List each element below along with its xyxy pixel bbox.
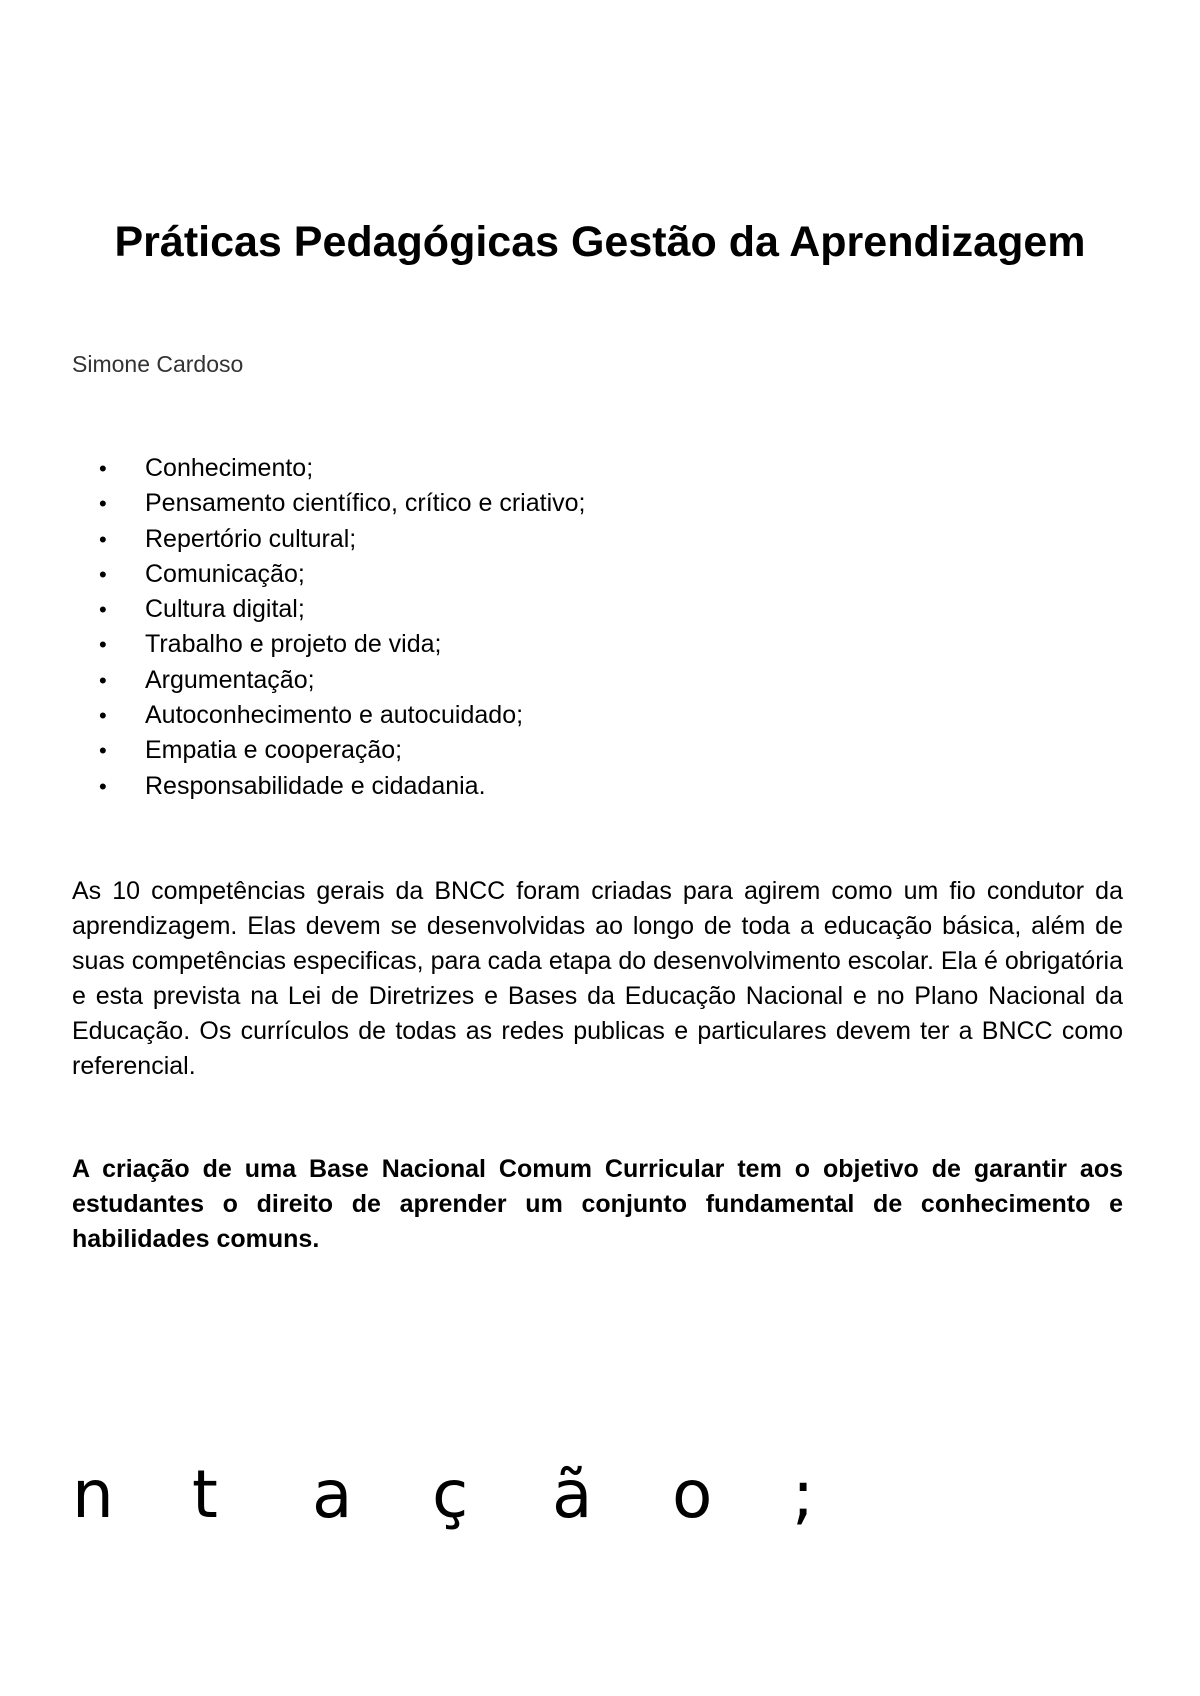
list-item-text: Repertório cultural; — [145, 524, 357, 553]
list-item — [72, 769, 1122, 804]
list-item-text: Comunicação; — [145, 559, 305, 588]
list-item — [72, 557, 1122, 592]
list-item — [72, 486, 1122, 521]
bullet-icon: • — [99, 526, 107, 552]
list-item-text: Trabalho e projeto de vida; — [145, 630, 442, 659]
bullet-icon: • — [99, 703, 107, 729]
list-item — [72, 451, 1122, 486]
list-item-text: Cultura digital; — [145, 595, 305, 624]
author-name: Simone Cardoso — [72, 351, 244, 377]
list-item-text: Conhecimento; — [145, 454, 314, 482]
bullet-icon: • — [99, 597, 107, 623]
bullet-icon: • — [99, 667, 107, 693]
list-item-text: Empatia e cooperação; — [145, 736, 403, 765]
list-item — [72, 522, 1122, 557]
list-item — [72, 733, 1122, 768]
list-item — [72, 698, 1122, 733]
list-item — [72, 663, 1122, 698]
spaced-char: n — [72, 1456, 114, 1533]
spaced-characters — [72, 1455, 1122, 1535]
bullet-icon: • — [99, 491, 107, 517]
bullet-icon: • — [99, 632, 107, 658]
bncc-paragraph: As 10 competências gerais da BNCC foram criadas para agirem como um fio condutor da aprendizagem. Elas devem se desenvolvidas ao longo de toda a educação básica, além de suas competências especificas, para cada etapa do desenvolvimento escolar. Ela é obrigatória e esta prevista na Lei de Diretrizes e Bases da Educação Nacional e no Plano Nacional da Educação. Os currículos de todas as redes publicas e particulares devem ter a BNCC como referencial. — [72, 877, 1123, 1080]
competencies-list — [72, 451, 1122, 804]
spaced-char: ç — [432, 1456, 469, 1533]
bullet-icon: • — [99, 773, 107, 799]
spaced-char: o — [672, 1456, 713, 1533]
bullet-icon: • — [99, 738, 107, 764]
spaced-char: ã — [552, 1456, 593, 1533]
bullet-icon: • — [99, 456, 107, 481]
list-item-text: Pensamento científico, crítico e criativo; — [145, 489, 586, 518]
bullet-icon: • — [99, 561, 107, 587]
list-item — [72, 592, 1122, 627]
list-item-text: Responsabilidade e cidadania. — [145, 771, 486, 800]
spaced-char: a — [312, 1456, 353, 1533]
list-item — [72, 627, 1122, 662]
list-item-text: Autoconhecimento e autocuidado; — [145, 701, 524, 730]
bncc-objective-paragraph: A criação de uma Base Nacional Comum Curricular tem o objetivo de garantir aos estudantes o direito de aprender um conjunto fundamental de conhecimento e habilidades comuns. — [72, 1155, 1123, 1253]
document-title: Práticas Pedagógicas Gestão da Aprendizagem — [114, 218, 1086, 266]
spaced-char: ; — [792, 1456, 815, 1533]
list-item-text: Argumentação; — [145, 665, 315, 694]
spaced-char: t — [192, 1456, 218, 1533]
